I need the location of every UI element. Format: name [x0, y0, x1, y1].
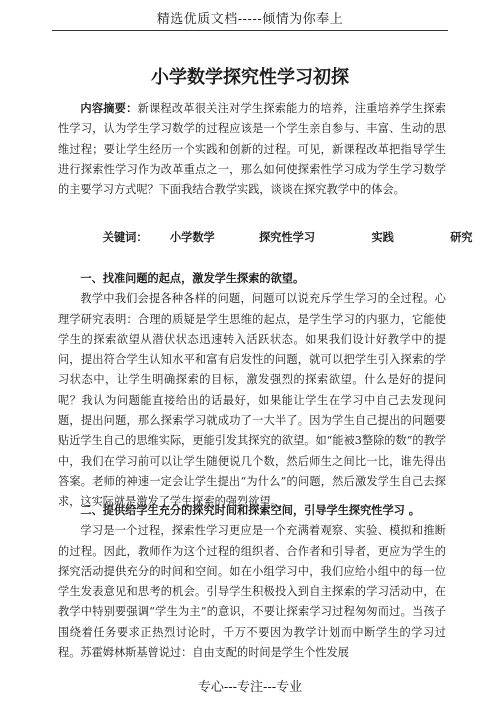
section-1-body: 教学中我们会提各种各样的问题，问题可以说充斥学生学习的全过程。心理学研究表明：合理的质疑是学生思维的起点，是学生学习的内驱力，它能使学生的探索欲望从潜伏状态迅速转入活跃状态。如果我们设计好教学中的提问，提出符合学生认知水平和富有启发性的问题，就可以把学生引入探索的学习状态中，让学生明确探索的目标，激发强烈的探索欲望。什么是好的提问呢？我认为问题能直接给出的话最好，如果能让学生在学习中自己去发现问题，提出问题，那么探索学习就成功了一大半了。因为学生自己提出的问题要贴近学生自己的思维实际，更能引发其探究的欲望。如“能被3整除的数”的教学中，我们在学习前可以让学生随便说几个数，然后师生之间比一比，谁先得出答案。老师的神速一定会让学生提出“为什么”的问题，然后激发学生自己去探求，这实际就是激发了学生探索的强烈欲望。 [58, 292, 446, 509]
section-1 [58, 269, 446, 513]
keyword-item: 探究性学习 [259, 231, 316, 244]
section-2-heading: 二、提供给学生充分的探究时间和探索空间，引导学生探究性学习 。 [80, 504, 420, 517]
section-2 [58, 501, 446, 663]
abstract-block [58, 99, 446, 200]
keyword-item: 实践 [371, 231, 394, 244]
keyword-item: 小学数学 [169, 231, 215, 244]
section-1-heading: 一、找准问题的起点，激发学生探索的欲望。 [80, 272, 305, 285]
abstract-label: 内容摘要： [80, 102, 138, 115]
page-header: 精选优质文档-----倾情为你奉上 [156, 12, 344, 27]
keywords-line [58, 228, 473, 248]
abstract-text: 新课程改革很关注对学生探索能力的培养，注重培养学生探索性学习，认为学生学习数学的过程应该是一个学生亲自参与、丰富、生动的思维过程；要让学生经历一个实践和创新的过程。可见，新课程改革把指导学生进行探索性学习作为改革重点之一，那么如何使探索性学习成为学生学习数学的主要学习方式呢？下面我结合教学实践，谈谈在探究教学中的体会。 [58, 102, 446, 197]
document-title: 小学数学探究性学习初探 [151, 67, 349, 88]
keywords-label: 关键词： [102, 231, 148, 244]
section-2-body: 学习是一个过程，探索性学习更应是一个充满着观察、实验、模拟和推断的过程。因此，教师作为这个过程的组织者、合作者和引导者，更应为学生的探究活动提供充分的时间和空间。如在小组学习中，我们应给小组中的每一位学生发表意见和思考的机会。引导学生积极投入到自主探索的学习活动中，在教学中特别要强调“学生为主”的意识，不要让探索学习过程匆匆而过。当孩子围绕着任务要求正热烈讨论时，千万不要因为教学计划而中断学生的学习过程。苏霍姆林斯基曾说过：自由支配的时间是学生个性发展 [58, 524, 446, 660]
keyword-item: 研究 [450, 231, 473, 244]
header-divider [52, 30, 448, 31]
page-footer: 专心---专注---专业 [197, 680, 303, 695]
